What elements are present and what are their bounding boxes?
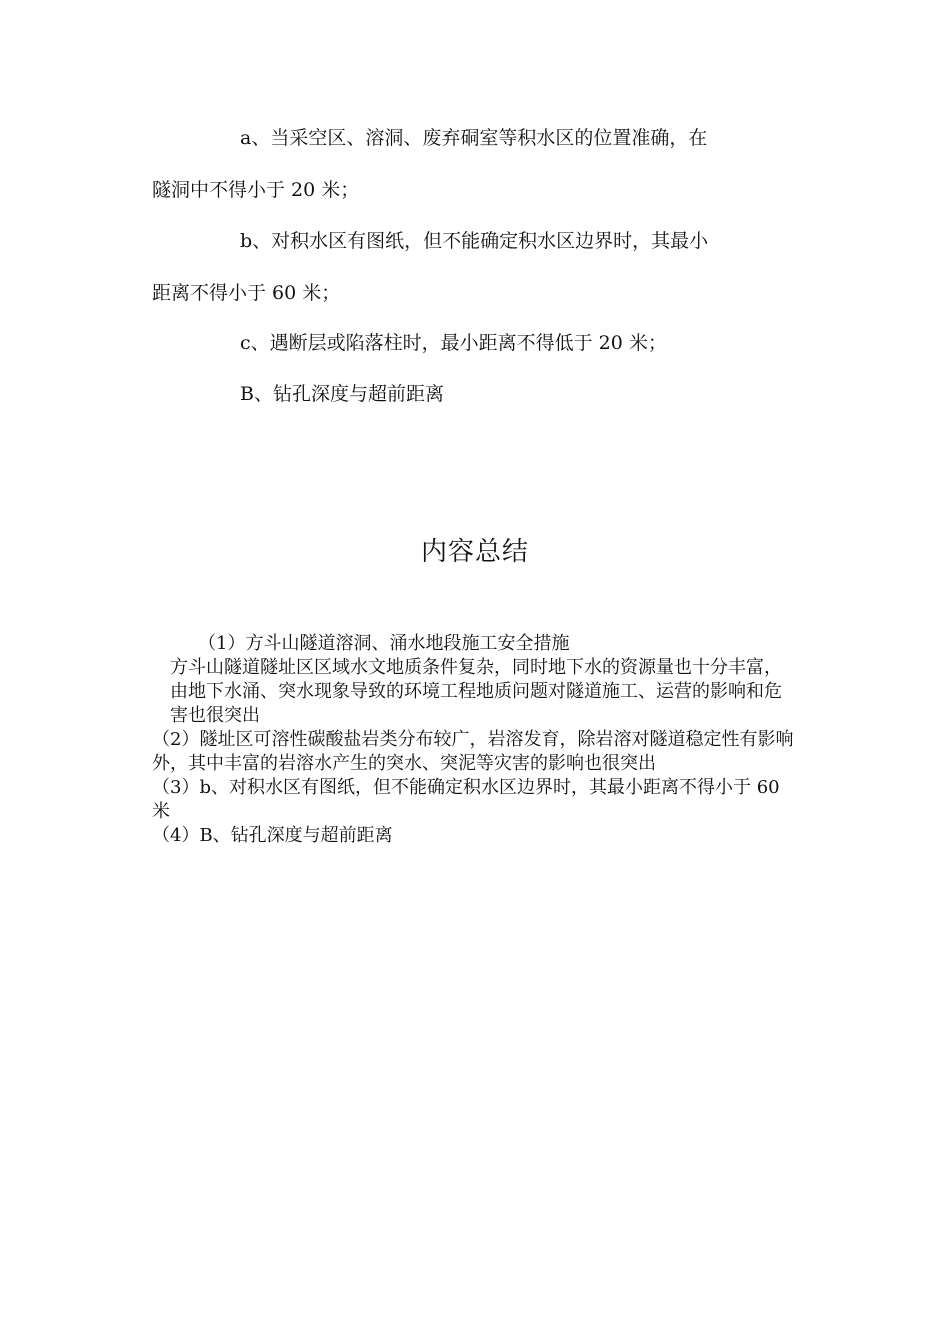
paragraph-a-line2: 隧洞中不得小于 20 米；: [152, 179, 360, 201]
paragraph-b-cont: [152, 280, 792, 306]
summary-item-1-heading: （1）方斗山隧道溶洞、涌水地段施工安全措施: [198, 633, 570, 654]
summary-block: [152, 632, 797, 848]
paragraph-a: [152, 125, 792, 151]
section-b-heading: [152, 381, 792, 407]
paragraph-a-cont: [152, 177, 792, 203]
summary-title: 内容总结: [420, 537, 529, 567]
summary-item-3: （3）b、对积水区有图纸，但不能确定积水区边界时，其最小距离不得小于 60 米: [152, 777, 780, 822]
paragraph-c-text: c、遇断层或陷落柱时，最小距离不得低于 20 米；: [240, 332, 667, 354]
summary-item-4: （4）B、钻孔深度与超前距离: [152, 825, 393, 846]
paragraph-b-line1: b、对积水区有图纸，但不能确定积水区边界时，其最小: [240, 230, 709, 252]
paragraph-b-line2: 距离不得小于 60 米；: [152, 282, 341, 304]
summary-item-2: （2）隧址区可溶性碳酸盐岩类分布较广，岩溶发育，除岩溶对隧道稳定性有影响外，其中丰富的岩溶水产生的突水、突泥等灾害的影响也很突出: [152, 729, 794, 774]
summary-item-1-text: 方斗山隧道隧址区区域水文地质条件复杂，同时地下水的资源量也十分丰富，由地下水涌、突水现象导致的环境工程地质问题对隧道施工、运营的影响和危害也很突出: [170, 657, 782, 726]
paragraph-b: [152, 228, 792, 254]
paragraph-a-line1: a、当采空区、溶洞、废弃硐室等积水区的位置准确，在: [240, 127, 708, 149]
paragraph-c: [152, 330, 792, 356]
section-b-heading-text: B、钻孔深度与超前距离: [240, 383, 444, 405]
